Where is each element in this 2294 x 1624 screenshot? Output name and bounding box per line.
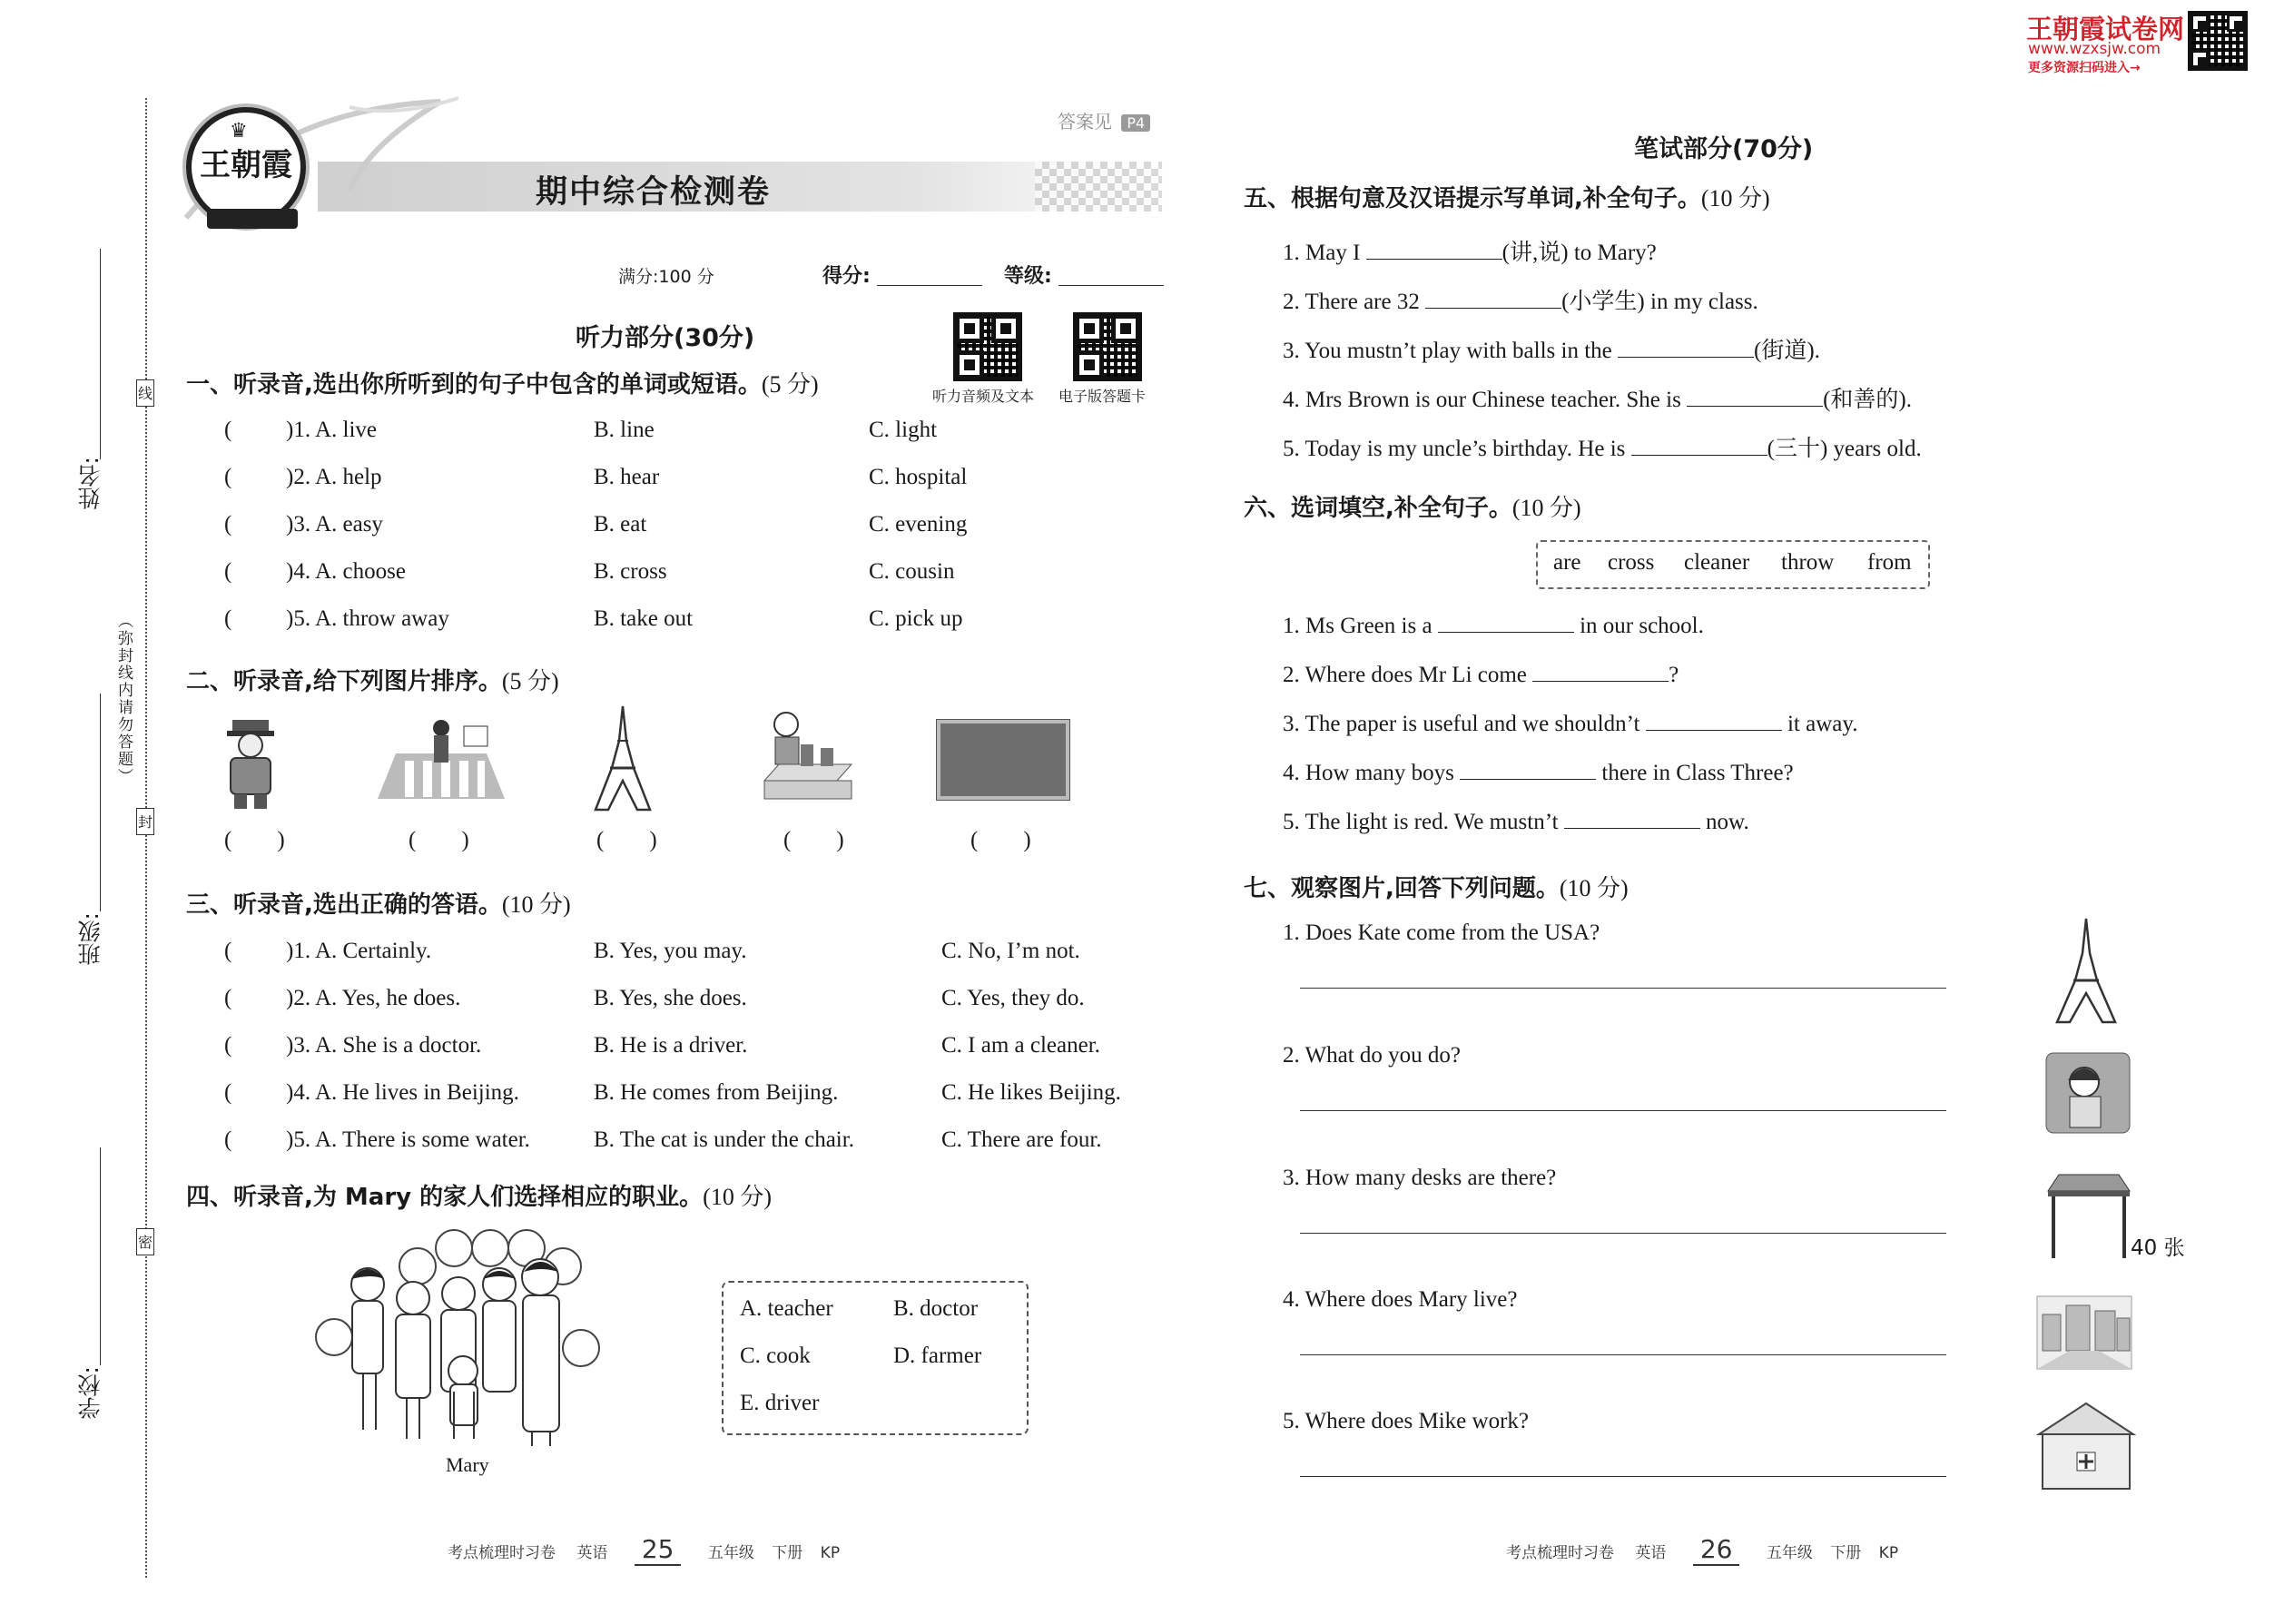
fill-in-sentence: 5. The light is red. We mustn’t now. xyxy=(1283,810,1749,834)
answer-paren[interactable]: ( xyxy=(224,1127,232,1152)
answer-blank[interactable] xyxy=(1366,241,1502,260)
listening-title: 听力部分(30分) xyxy=(576,324,755,352)
word-bank-item: from xyxy=(1867,550,1912,575)
binding-mark-secret-text: 密 xyxy=(137,1234,153,1251)
option-b: B. Yes, she does. xyxy=(594,986,747,1010)
full-score: 满分:100 分 xyxy=(618,267,714,287)
option-a: )3. A. She is a doctor. xyxy=(286,1033,482,1058)
mary-caption: Mary xyxy=(446,1453,489,1476)
job-option-c: C. cook xyxy=(740,1343,811,1368)
chinese-hint: (和善的). xyxy=(1823,388,1912,412)
option-a: )4. A. He lives in Beijing. xyxy=(286,1080,519,1105)
mary-family-picture xyxy=(309,1221,608,1457)
section-6-heading: 六、选词填空,补全句子。(10 分) xyxy=(1244,495,1581,522)
chinese-hint: (三十) xyxy=(1767,437,1828,461)
banner-checker xyxy=(1035,162,1162,212)
footer-right: 考点梳理时习卷 英语 26 五年级 下册 KP xyxy=(1506,1534,1899,1564)
word-bank-item: cleaner xyxy=(1684,550,1750,575)
answer-paren[interactable]: ( ) xyxy=(783,828,844,852)
option-c: C. pick up xyxy=(869,606,963,631)
answer-line[interactable] xyxy=(1300,988,1946,989)
option-a: )2. A. help xyxy=(286,465,382,489)
eiffel-tower-picture xyxy=(586,704,659,812)
answer-blank[interactable] xyxy=(1687,388,1823,407)
fill-in-sentence: 3. You mustn’t play with balls in the (街道). xyxy=(1283,339,1820,363)
option-b: B. line xyxy=(594,418,655,442)
brand-tagline: 更多资源扫码进入→ xyxy=(2028,61,2141,75)
qr1-caption: 听力音频及文本 xyxy=(932,388,1035,405)
option-c: C. hospital xyxy=(869,465,968,489)
binding-mark-seal-text: 封 xyxy=(137,813,153,831)
fill-in-sentence: 2. There are 32 (小学生) in my class. xyxy=(1283,290,1758,314)
fill-in-sentence: 2. Where does Mr Li come ? xyxy=(1283,663,1679,687)
question-text: 3. How many desks are there? xyxy=(1283,1166,1557,1190)
audio-qr-code[interactable] xyxy=(953,312,1022,381)
answer-blank[interactable] xyxy=(1460,761,1596,780)
word-bank-item: cross xyxy=(1608,550,1655,575)
chinese-hint: (小学生) xyxy=(1561,290,1645,314)
fill-in-sentence: 5. Today is my uncle’s birthday. He is (三十) years old. xyxy=(1283,437,1922,461)
fill-in-sentence: 3. The paper is useful and we shouldn’t it away. xyxy=(1283,712,1858,736)
teacher-picture xyxy=(2044,1051,2132,1135)
fill-in-sentence: 4. How many boys there in Class Three? xyxy=(1283,761,1794,785)
chinese-hint: (讲,说) xyxy=(1501,241,1569,265)
option-b: B. cross xyxy=(594,559,667,584)
option-c: C. No, I’m not. xyxy=(941,939,1080,963)
answer-paren[interactable]: ( xyxy=(224,512,232,536)
school-field[interactable] xyxy=(100,1147,101,1365)
binding-dotted-line xyxy=(145,98,147,1578)
question-text: 5. Where does Mike work? xyxy=(1283,1409,1529,1433)
answer-blank[interactable] xyxy=(1532,663,1669,682)
question-text: 2. What do you do? xyxy=(1283,1043,1462,1068)
answer-paren[interactable]: ( xyxy=(224,606,232,631)
option-a: )5. A. There is some water. xyxy=(286,1127,530,1152)
answer-paren[interactable]: ( xyxy=(224,465,232,489)
page-number-right: 26 xyxy=(1693,1534,1740,1566)
brand-qr-code[interactable] xyxy=(2188,11,2248,71)
section-5-heading: 五、根据句意及汉语提示写单词,补全句子。(10 分) xyxy=(1244,185,1770,212)
answer-card-qr-code[interactable] xyxy=(1073,312,1142,381)
page-title: 期中综合检测卷 xyxy=(536,174,772,211)
section-7-heading: 七、观察图片,回答下列问题。(10 分) xyxy=(1244,875,1629,902)
answer-paren[interactable]: ( ) xyxy=(409,828,469,852)
score-field[interactable] xyxy=(877,285,982,286)
question-text: 1. Does Kate come from the USA? xyxy=(1283,920,1600,945)
binding-notice: （弥封线内请勿答题） xyxy=(114,613,133,785)
answer-paren[interactable]: ( ) xyxy=(970,828,1031,852)
answer-line[interactable] xyxy=(1300,1233,1946,1234)
answer-paren[interactable]: ( xyxy=(224,559,232,584)
option-a: )3. A. easy xyxy=(286,512,383,536)
police-officer-picture xyxy=(214,711,287,811)
option-c: C. There are four. xyxy=(941,1127,1102,1152)
answer-paren[interactable]: ( xyxy=(224,939,232,963)
answer-paren[interactable]: ( xyxy=(224,986,232,1010)
option-a: )5. A. throw away xyxy=(286,606,449,631)
job-option-a: A. teacher xyxy=(740,1296,833,1321)
answer-line[interactable] xyxy=(1300,1354,1946,1355)
option-c: C. light xyxy=(869,418,938,442)
logo-text: 王朝霞 xyxy=(200,147,292,183)
section-3-heading: 三、听录音,选出正确的答语。(10 分) xyxy=(186,891,571,919)
binding-mark-line-text: 线 xyxy=(137,385,153,402)
footer-left: 考点梳理时习卷 英语 25 五年级 下册 KP xyxy=(448,1534,841,1564)
option-b: B. take out xyxy=(594,606,694,631)
writing-title: 笔试部分(70分) xyxy=(1634,135,1814,163)
name-field[interactable] xyxy=(100,249,101,459)
option-c: C. I am a cleaner. xyxy=(941,1033,1100,1058)
grade-label: 等级: xyxy=(1004,265,1052,288)
answer-line[interactable] xyxy=(1300,1110,1946,1111)
desk-picture xyxy=(2043,1171,2135,1262)
brand-url[interactable]: www.wzxsjw.com xyxy=(2028,40,2161,58)
desk-count: 40 张 xyxy=(2131,1236,2185,1260)
option-b: B. Yes, you may. xyxy=(594,939,747,963)
option-b: B. He is a driver. xyxy=(594,1033,748,1058)
word-bank-item: throw xyxy=(1781,550,1835,575)
option-c: C. evening xyxy=(869,512,968,536)
class-label: 班级: xyxy=(77,912,103,966)
answer-blank[interactable] xyxy=(1425,290,1561,309)
option-a: )1. A. Certainly. xyxy=(286,939,432,963)
option-a: )1. A. live xyxy=(286,418,377,442)
job-option-b: B. doctor xyxy=(893,1296,979,1321)
answer-paren[interactable]: ( ) xyxy=(224,828,285,852)
zebra-crossing-picture xyxy=(378,717,505,804)
option-c: C. Yes, they do. xyxy=(941,986,1085,1010)
qr2-caption: 电子版答题卡 xyxy=(1058,388,1147,405)
option-b: B. eat xyxy=(594,512,647,536)
section-2-heading: 二、听录音,给下列图片排序。(5 分) xyxy=(186,668,559,695)
answer-paren[interactable]: ( xyxy=(224,1033,232,1058)
job-option-d: D. farmer xyxy=(893,1343,982,1368)
job-option-e: E. driver xyxy=(740,1391,820,1415)
answer-ref: 答案见 P4 xyxy=(1058,107,1150,133)
fill-in-sentence: 4. Mrs Brown is our Chinese teacher. She is (和善的). xyxy=(1283,388,1912,412)
answer-blank[interactable] xyxy=(1631,437,1767,456)
score-label: 得分: xyxy=(822,265,871,288)
option-b: B. The cat is under the chair. xyxy=(594,1127,854,1152)
section-1-heading: 一、听录音,选出你所听到的句子中包含的单词或短语。(5 分) xyxy=(186,371,819,399)
word-bank-item: are xyxy=(1553,550,1581,575)
option-c: C. cousin xyxy=(869,559,955,584)
grade-field[interactable] xyxy=(1058,285,1164,286)
answer-paren[interactable]: ( ) xyxy=(596,828,657,852)
answer-blank[interactable] xyxy=(1618,339,1754,358)
school-label: 学校: xyxy=(77,1366,103,1420)
eiffel-tower-picture-2 xyxy=(2050,917,2122,1024)
answer-paren[interactable]: ( xyxy=(224,1080,232,1105)
name-label: 姓名: xyxy=(77,457,103,510)
logo-crown-icon: ♛ xyxy=(230,120,248,143)
student-at-desk-picture xyxy=(755,708,855,808)
section-4-heading: 四、听录音,为 Mary 的家人们选择相应的职业。(10 分) xyxy=(186,1184,772,1211)
brand-name[interactable]: 王朝霞试卷网 xyxy=(2026,14,2185,44)
chinese-hint: (街道). xyxy=(1754,339,1820,363)
question-text: 4. Where does Mary live? xyxy=(1283,1287,1518,1312)
option-a: )2. A. Yes, he does. xyxy=(286,986,461,1010)
answer-page-tag: P4 xyxy=(1121,114,1150,132)
answer-blank[interactable] xyxy=(1646,712,1782,731)
fill-in-sentence: 1. May I (讲,说) to Mary? xyxy=(1283,241,1657,265)
answer-blank[interactable] xyxy=(1564,810,1700,829)
option-b: B. He comes from Beijing. xyxy=(594,1080,839,1105)
page-number-left: 25 xyxy=(635,1534,682,1566)
answer-paren[interactable]: ( xyxy=(224,418,232,442)
hospital-picture xyxy=(2030,1398,2142,1492)
option-b: B. hear xyxy=(594,465,660,489)
option-c: C. He likes Beijing. xyxy=(941,1080,1121,1105)
city-picture xyxy=(2035,1287,2133,1371)
logo-base xyxy=(207,209,298,229)
answer-line[interactable] xyxy=(1300,1476,1946,1477)
answer-blank[interactable] xyxy=(1438,614,1574,633)
fill-in-sentence: 1. Ms Green is a in our school. xyxy=(1283,614,1704,638)
class-field[interactable] xyxy=(100,694,101,911)
blackboard-picture xyxy=(937,720,1069,800)
option-a: )4. A. choose xyxy=(286,559,406,584)
